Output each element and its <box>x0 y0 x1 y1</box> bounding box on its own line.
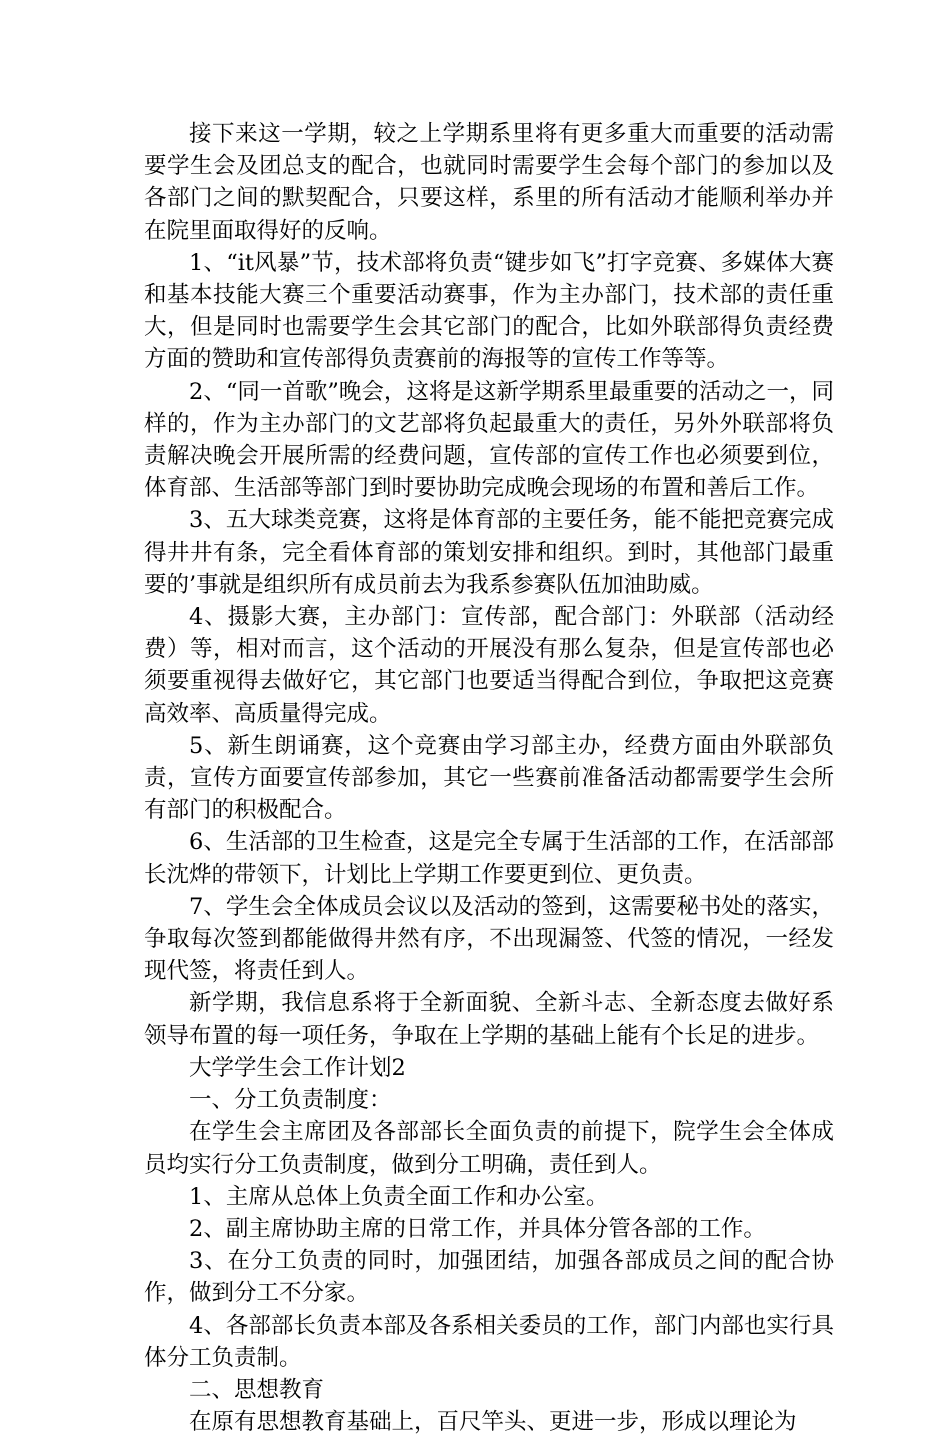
heading-division-of-labor: 一、分工负责制度： <box>189 1087 392 1114</box>
closing-paragraph: 新学期，我信息系将于全新面貌、全新斗志、全新态度去做好系领导布置的每一项任务，争取在上学期的基础上能有个长足的进步。 <box>144 990 834 1049</box>
item-gala-paragraph: 2、“同一首歌”晚会，这将是这新学期系里最重要的活动之一，同样的，作为主办部门的文艺部将负起最重大的责任，另外外联部将负责解决晚会开展所需的经费问题，宣传部的宣传工作也必须要到位，体育部、生活部等部门到时要协助完成晚会现场的布置和善后工作。 <box>144 378 834 502</box>
division-item-3: 3、在分工负责的同时，加强团结，加强各部成员之间的配合协作，做到分工不分家。 <box>144 1248 834 1307</box>
intro-paragraph: 接下来这一学期，较之上学期系里将有更多重大而重要的活动需要学生会及团总支的配合，也就同时需要学生会每个部门的参加以及各部门之间的默契配合，只要这样，系里的所有活动才能顺利举办并在院里面取得好的反响。 <box>144 121 834 244</box>
division-intro-paragraph: 在学生会主席团及各部部长全面负责的前提下，院学生会全体成员均实行分工负责制度，做到分工明确，责任到人。 <box>144 1119 834 1178</box>
section-title: 大学学生会工作计划2 <box>189 1054 406 1081</box>
division-item-4: 4、各部部长负责本部及各系相关委员的工作，部门内部也实行具体分工负责制。 <box>144 1312 834 1371</box>
document-page <box>144 118 834 1438</box>
heading-ideological-education: 二、思想教育 <box>189 1376 325 1403</box>
item-recitation-paragraph: 5、新生朗诵赛，这个竞赛由学习部主办，经费方面由外联部负责，宣传方面要宣传部参加，其它一些赛前准备活动都需要学生会所有部门的积极配合。 <box>144 732 834 824</box>
item-hygiene-paragraph: 6、生活部的卫生检查，这是完全专属于生活部的工作，在活部部长沈烨的带领下，计划比上学期工作要更到位、更负责。 <box>144 829 834 888</box>
item-photography-paragraph: 4、摄影大赛，主办部门：宣传部，配合部门：外联部（活动经费）等，相对而言，这个活动的开展没有那么复杂，但是宣传部也必须要重视得去做好它，其它部门也要适当得配合到位，争取把这竞赛高效率、高质量得完成。 <box>144 604 834 727</box>
item-sign-in-paragraph: 7、学生会全体成员会议以及活动的签到，这需要秘书处的落实，争取每次签到都能做得井然有序，不出现漏签、代签的情况，一经发现代签，将责任到人。 <box>144 893 834 985</box>
item-it-storm-paragraph: 1、“it风暴”节，技术部将负责“键步如飞”打字竞赛、多媒体大赛和基本技能大赛三个重要活动赛事，作为主办部门，技术部的责任重大，但是同时也需要学生会其它部门的配合，比如外联部得负责经费方面的赞助和宣传部得负责赛前的海报等的宣传工作等等。 <box>144 249 834 373</box>
education-paragraph: 在原有思想教育基础上，百尺竿头、更进一步，形成以理论为 <box>189 1409 797 1436</box>
division-item-1: 1、主席从总体上负责全面工作和办公室。 <box>189 1183 609 1210</box>
item-ball-games-paragraph: 3、五大球类竞赛，这将是体育部的主要任务，能不能把竞赛完成得井井有条，完全看体育部的策划安排和组织。到时，其他部门最重要的’事就是组织所有成员前去为我系参赛队伍加油助威。 <box>144 507 834 598</box>
division-item-2: 2、副主席协助主席的日常工作，并具体分管各部的工作。 <box>189 1215 766 1242</box>
